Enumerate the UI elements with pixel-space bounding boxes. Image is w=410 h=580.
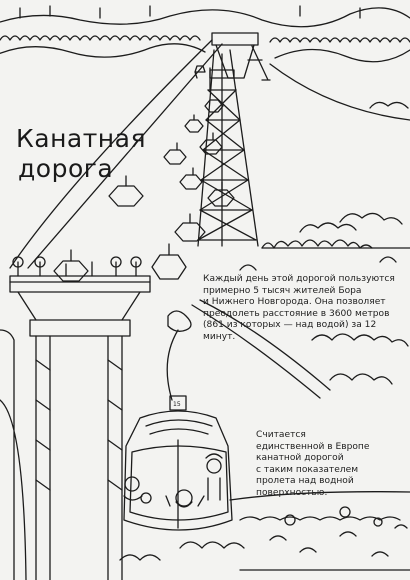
cabin-hanger [167,311,191,410]
fact-1-line-4: преодолеть расстояние в 3600 метров [203,308,390,319]
station [0,257,150,580]
page-title [16,124,146,184]
big-cabin [124,411,232,530]
fact-1-line-1: Каждый день этой дорогой пользуются [203,274,395,284]
fact-2-line-3: канатной дорогой [256,453,344,464]
far-tower [212,33,270,80]
river [230,492,410,570]
hills [0,6,410,62]
fact-1-line-2: примерно 5 тысяч жителей Бора [203,285,362,296]
title-line-2: дорога [18,154,114,183]
ground-bushes [120,542,244,560]
title-line-1: Канатная [16,124,147,153]
fact-1-line-5: (861 из которых — над водой) за 12 минут. [203,320,377,342]
fact-paragraph-2 [256,430,406,500]
fact-2-line-2: единственной в Европе [256,441,370,452]
cabin-number: 15 [173,401,181,408]
fact-2-line-5: пролета над водной [256,476,354,487]
fact-2-line-1: Считается [256,430,306,440]
lattice-tower [198,50,258,246]
fact-2-line-4: с таким показателем [256,464,359,475]
fact-1-line-3: и Нижнего Новгорода. Она позволяет [203,297,386,308]
fact-2-line-6: поверхностью. [256,487,328,498]
fact-paragraph-1 [203,274,405,344]
